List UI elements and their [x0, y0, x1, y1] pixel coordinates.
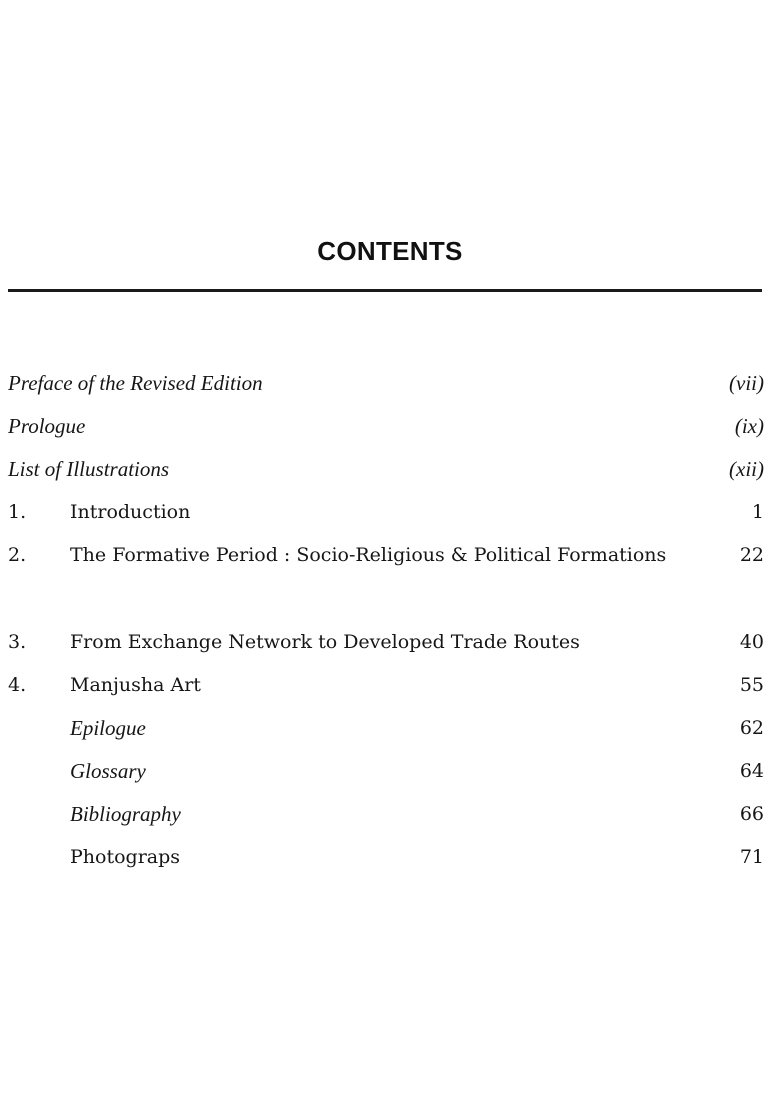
toc-entry-chapter-1[interactable] [8, 491, 764, 534]
toc-entry-title: Glossary [70, 759, 146, 783]
toc-entry-title: From Exchange Network to Developed Trade Routes [70, 631, 580, 653]
toc-entry-page: 22 [739, 544, 764, 566]
toc-entry-glossary[interactable] [8, 750, 764, 793]
toc-entry-chapter-2[interactable] [8, 534, 764, 621]
toc-entry-chapter-3[interactable] [8, 621, 764, 664]
toc-entry-title: Manjusha Art [70, 674, 201, 696]
toc-entry-photographs[interactable] [8, 836, 764, 879]
toc-entry-page: (vii) [729, 371, 764, 395]
toc-entry-list-of-illustrations[interactable] [8, 448, 764, 491]
toc-entry-page: 62 [739, 717, 764, 739]
toc-entry-title: Prologue [8, 414, 86, 438]
table-of-contents [8, 362, 764, 879]
toc-entry-title: Epilogue [70, 716, 146, 740]
toc-entry-title: Bibliography [70, 802, 181, 826]
toc-entry-page: 71 [739, 846, 764, 868]
toc-entry-bibliography[interactable] [8, 793, 764, 836]
toc-entry-number: 1. [8, 501, 27, 523]
toc-entry-title: The Formative Period : Socio-Religious & Political Formations [70, 544, 667, 566]
toc-entry-preface[interactable] [8, 362, 764, 405]
toc-entry-chapter-4[interactable] [8, 664, 764, 707]
toc-entry-page: (ix) [734, 414, 764, 438]
toc-entry-page: 1 [751, 501, 764, 523]
heading-rule [8, 289, 762, 292]
toc-entry-title: Introduction [70, 501, 191, 523]
toc-entry-page: 64 [739, 760, 764, 782]
page-title: CONTENTS [317, 236, 463, 266]
toc-entry-number: 3. [8, 631, 27, 653]
toc-entry-page: (xii) [729, 457, 764, 481]
toc-entry-title: Photograps [70, 846, 181, 868]
toc-entry-number: 4. [8, 674, 27, 696]
toc-entry-page: 66 [739, 803, 764, 825]
toc-entry-number: 2. [8, 544, 27, 566]
toc-entry-epilogue[interactable] [8, 707, 764, 750]
toc-entry-title: Preface of the Revised Edition [8, 371, 263, 395]
toc-entry-prologue[interactable] [8, 405, 764, 448]
toc-entry-page: 40 [739, 631, 764, 653]
toc-entry-page: 55 [739, 674, 764, 696]
toc-entry-title: List of Illustrations [8, 457, 170, 481]
